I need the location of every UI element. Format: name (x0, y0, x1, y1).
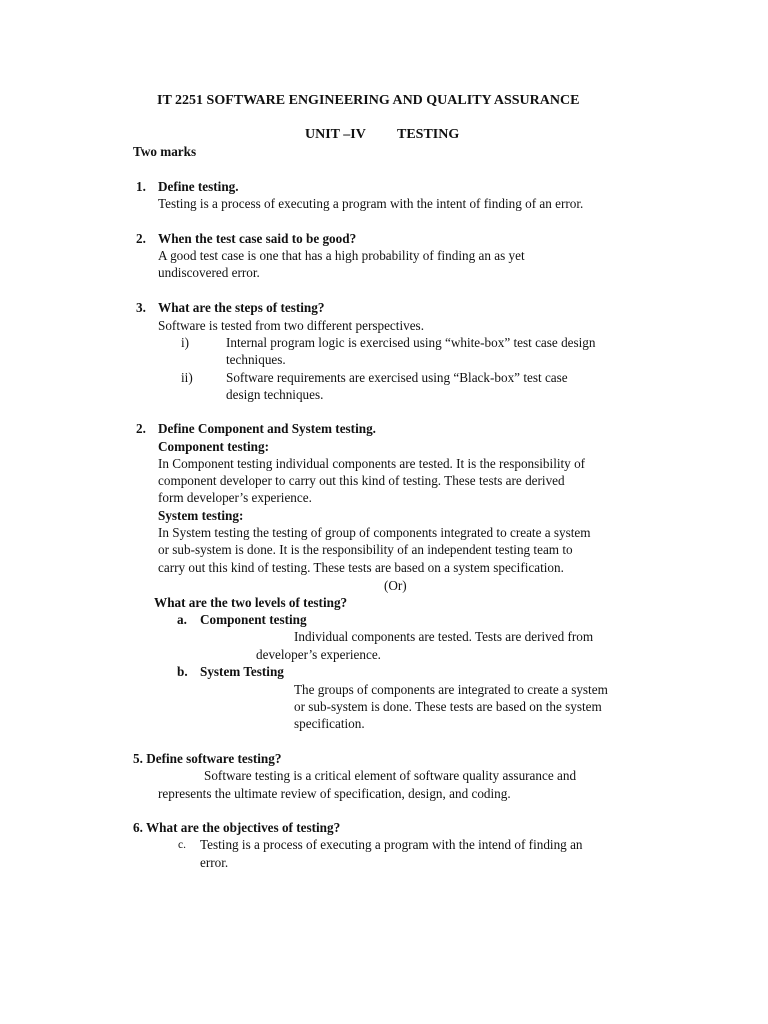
q6-marker: c. (178, 839, 186, 851)
component-testing-line: form developer’s experience. (158, 490, 312, 505)
level-marker: a. (177, 612, 187, 627)
q5-answer-line1: Software testing is a critical element of software quality assurance and (204, 768, 577, 783)
q5-question: 5. Define software testing? (133, 751, 282, 766)
q3-item-marker: i) (181, 335, 190, 350)
q2-answer-line1: A good test case is one that has a high probability of finding an as yet (158, 248, 525, 263)
q2-number: 2. (136, 231, 146, 246)
unit-label: UNIT –IV (305, 127, 366, 142)
course-title: IT 2251 SOFTWARE ENGINEERING AND QUALITY ASSURANCE (157, 93, 580, 108)
level-desc-line2: or sub-system is done. These tests are based on the system (294, 699, 602, 714)
q1-number: 1. (136, 179, 146, 194)
q6-question: 6. What are the objectives of testing? (133, 820, 341, 835)
q2-answer-line2: undiscovered error. (158, 265, 260, 280)
q3-item-line1: Software requirements are exercised using “Black-box” test case (226, 370, 568, 385)
q2-question: When the test case said to be good? (158, 231, 357, 246)
level-desc-line1: Individual components are tested. Tests are derived from (294, 629, 594, 644)
q5-answer-line2: represents the ultimate review of specification, design, and coding. (158, 786, 511, 801)
q3-number: 3. (136, 300, 146, 315)
q3-question: What are the steps of testing? (158, 300, 325, 315)
or-label: (Or) (384, 578, 407, 593)
level-name: Component testing (200, 612, 307, 627)
level-desc-line1: The groups of components are integrated to create a system (294, 682, 608, 697)
component-testing-heading: Component testing: (158, 439, 269, 454)
system-testing-line: carry out this kind of testing. These tests are based on a system specification. (158, 560, 564, 575)
system-testing-line: or sub-system is done. It is the responsibility of an independent testing team to (158, 542, 573, 557)
q4-number: 2. (136, 421, 146, 436)
q3-item-line2: techniques. (226, 352, 286, 367)
topic-label: TESTING (397, 127, 460, 142)
component-testing-line: component developer to carry out this kind of testing. These tests are derived (158, 473, 565, 488)
q3-item-line1: Internal program logic is exercised using “white-box” test case design (226, 335, 596, 350)
q6-answer-line1: Testing is a process of executing a program with the intend of finding an (200, 837, 583, 852)
q3-item-marker: ii) (181, 370, 193, 385)
q1-question: Define testing. (158, 179, 239, 194)
level-desc-line2: developer’s experience. (256, 647, 381, 662)
section-label: Two marks (133, 144, 197, 159)
system-testing-heading: System testing: (158, 508, 244, 523)
q3-intro: Software is tested from two different perspectives. (158, 318, 424, 333)
q1-answer: Testing is a process of executing a program with the intent of finding of an error. (158, 196, 584, 211)
level-desc-line3: specification. (294, 716, 365, 731)
q6-answer-line2: error. (200, 855, 229, 870)
component-testing-line: In Component testing individual components are tested. It is the responsibility of (158, 456, 586, 471)
alt-question: What are the two levels of testing? (154, 595, 348, 610)
level-marker: b. (177, 664, 188, 679)
level-name: System Testing (200, 664, 284, 679)
system-testing-line: In System testing the testing of group of components integrated to create a system (158, 525, 591, 540)
q4-question: Define Component and System testing. (158, 421, 376, 436)
q3-item-line2: design techniques. (226, 387, 324, 402)
